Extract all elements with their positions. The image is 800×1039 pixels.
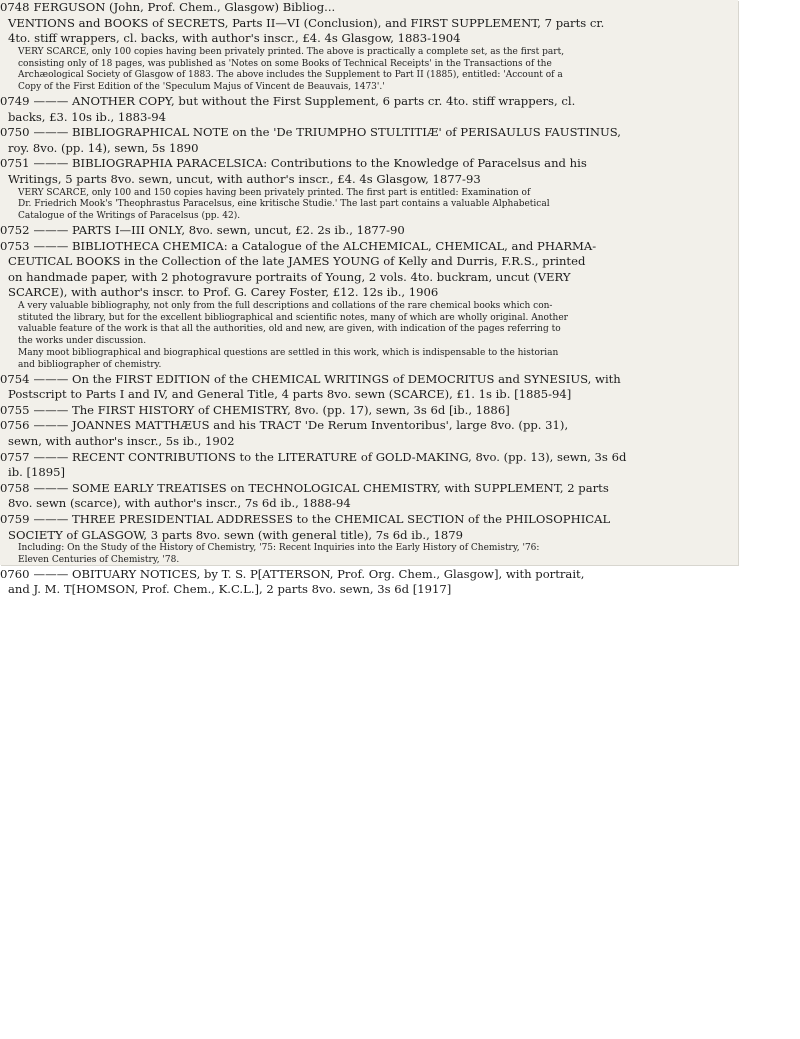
entry-note: VERY SCARCE, only 100 and 150 copies having been privately printed. The first part is entitled: Examination of: [18, 187, 531, 198]
catalogue-entry: [0, 93, 738, 125]
entry-first-row: [0, 93, 738, 110]
catalogue-entry: [0, 512, 738, 543]
entry-line: on handmade paper, with 2 photogravure portraits of Young, 2 vols. 4to. buckram, uncut (VERY: [8, 269, 571, 284]
catalogue-entry: [0, 222, 738, 239]
entry-note: Archæological Society of Glasgow of 1883. The above includes the Supplement to Part II (1885), entitled: 'Account of a: [18, 70, 563, 81]
entry-number: 0751: [0, 156, 30, 171]
entry-first-row: [0, 449, 738, 466]
entry-first-row: [0, 480, 738, 497]
catalogue-entry: [0, 449, 738, 481]
entry-first-row: [0, 402, 738, 419]
catalogue-entry: [0, 371, 738, 403]
entry-first-row: [0, 238, 738, 255]
entry-line: CEUTICAL BOOKS in the Collection of the late JAMES YOUNG of Kelly and Durris, F.R.S., printed: [8, 254, 586, 269]
entry-line: roy. 8vo. (pp. 14), sewn, 5s 1890: [8, 140, 199, 155]
entry-line: 4to. stiff wrappers, cl. backs, with author's inscr., £4. 4s Glasgow, 1883-1904: [8, 31, 461, 46]
entry-number: 0753: [0, 238, 30, 253]
entry-heading-line: ——— OBITUARY NOTICES, by T. S. P[ATTERSON, Prof. Org. Chem., Glasgow], with portrait,: [33, 566, 585, 581]
entry-heading-line: ——— The FIRST HISTORY of CHEMISTRY, 8vo. (pp. 17), sewn, 3s 6d [ib., 1886]: [33, 402, 510, 417]
entry-heading-line: ——— BIBLIOGRAPHIA PARACELSICA: Contributions to the Knowledge of Paracelsus and his: [33, 156, 587, 171]
entry-heading-line: ——— SOME EARLY TREATISES on TECHNOLOGICAL CHEMISTRY, with SUPPLEMENT, 2 parts: [33, 480, 609, 495]
entry-number: 0760: [0, 566, 30, 581]
entry-heading-line: ——— THREE PRESIDENTIAL ADDRESSES to the CHEMICAL SECTION of the PHILOSOPHICAL: [33, 512, 611, 527]
entry-first-row: [0, 222, 738, 239]
entry-note: Dr. Friedrich Mook's 'Theophrastus Paracelsus, eine kritische Studie.' The last part contains a valuable Alphabetical: [18, 199, 550, 210]
catalogue-entry: [0, 418, 738, 449]
entry-note: and bibliographer of chemistry.: [18, 359, 162, 370]
catalogue-entry: [0, 480, 738, 512]
entry-first-row: [0, 156, 738, 172]
entry-note: A very valuable bibliography, not only from the full descriptions and collations of the rare chemical books which con-: [18, 300, 553, 311]
entry-line: ib. [1895]: [8, 465, 66, 480]
catalogue-entry: [0, 125, 738, 156]
catalogue-entry: [0, 238, 738, 301]
entry-number: 0748: [0, 0, 30, 14]
entry-note: Including: On the Study of the History of Chemistry, '75: Recent Inquiries into the Early History of Chemistry, '76:: [18, 543, 540, 554]
entry-note: Catalogue of the Writings of Paracelsus (pp. 42).: [18, 211, 241, 222]
entry-line: VENTIONS and BOOKS of SECRETS, Parts II—VI (Conclusion), and FIRST SUPPLEMENT, 7 parts cr.: [8, 15, 605, 30]
entry-heading-line: ——— BIBLIOTHECA CHEMICA: a Catalogue of the ALCHEMICAL, CHEMICAL, and PHARMA-: [33, 238, 597, 253]
entry-heading-line: ——— JOANNES MATTHÆUS and his TRACT 'De Rerum Inventoribus', large 8vo. (pp. 31),: [33, 418, 569, 433]
entry-heading-line: ——— RECENT CONTRIBUTIONS to the LITERATURE of GOLD-MAKING, 8vo. (pp. 13), sewn, 3s 6d: [33, 449, 627, 464]
entry-first-row: [0, 566, 738, 583]
entry-note: Eleven Centuries of Chemistry, '78.: [18, 555, 180, 565]
entry-first-row: [0, 0, 738, 16]
entry-number: 0749: [0, 93, 30, 108]
entry-first-row: [0, 512, 738, 528]
entry-number: 0758: [0, 480, 30, 495]
entry-number: 0752: [0, 222, 30, 237]
entry-note: consisting only of 18 pages, was published as 'Notes on some Books of Technical Receipts' in the Transactions of the: [18, 58, 552, 69]
entry-first-row: [0, 125, 738, 141]
entry-heading-line: FERGUSON (John, Prof. Chem., Glasgow) Bibliog...: [33, 0, 336, 14]
entry-line: SOCIETY of GLASGOW, 3 parts 8vo. sewn (with general title), 7s 6d ib., 1879: [8, 527, 463, 542]
catalogue-entry: [0, 0, 738, 47]
entry-number: 0757: [0, 449, 30, 464]
entry-number: 0750: [0, 125, 30, 140]
entry-note: valuable feature of the work is that all the authorities, old and new, are given, with indication of the pages referring to: [18, 324, 561, 335]
entry-heading-line: ——— BIBLIOGRAPHICAL NOTE on the 'De TRIUMPHO STULTITIÆ' of PERISAULUS FAUSTINUS,: [33, 125, 621, 140]
entry-heading-line: ——— PARTS I—III ONLY, 8vo. sewn, uncut, £2. 2s ib., 1877-90: [33, 222, 405, 237]
catalogue-entry: [0, 402, 738, 419]
catalogue-entry: [0, 566, 738, 598]
entry-number: 0756: [0, 418, 30, 433]
entry-heading-line: ——— On the FIRST EDITION of the CHEMICAL WRITINGS of DEMOCRITUS and SYNESIUS, with: [33, 371, 621, 386]
entry-line: SCARCE), with author's inscr. to Prof. G. Carey Foster, £12. 12s ib., 1906: [8, 285, 439, 300]
catalogue-entry: [0, 156, 738, 187]
entry-line: Postscript to Parts I and IV, and General Title, 4 parts 8vo. sewn (SCARCE), £1. 1s ib. [1885-94]: [8, 387, 572, 402]
entry-note: the works under discussion.: [18, 336, 147, 347]
entry-note: Copy of the First Edition of the 'Speculum Majus of Vincent de Beauvais, 1473'.': [18, 82, 385, 93]
entry-first-row: [0, 371, 738, 388]
entry-number: 0754: [0, 371, 30, 386]
entry-line: Writings, 5 parts 8vo. sewn, uncut, with author's inscr., £4. 4s Glasgow, 1877-93: [8, 171, 481, 186]
entry-first-row: [0, 418, 738, 434]
entry-note: VERY SCARCE, only 100 copies having been privately printed. The above is practically a complete set, as the first part,: [18, 46, 565, 57]
entry-line: and J. M. T[HOMSON, Prof. Chem., K.C.L.], 2 parts 8vo. sewn, 3s 6d [1917]: [8, 582, 452, 597]
entry-number: 0755: [0, 402, 30, 417]
entry-line: 8vo. sewn (scarce), with author's inscr., 7s 6d ib., 1888-94: [8, 496, 351, 511]
entry-line: sewn, with author's inscr., 5s ib., 1902: [8, 434, 235, 449]
entry-heading-line: ——— ANOTHER COPY, but without the First Supplement, 6 parts cr. 4to. stiff wrappers, cl.: [33, 93, 576, 108]
entry-number: 0759: [0, 512, 30, 527]
entry-note: Many moot bibliographical and biographical questions are settled in this work, which is indispensable to the historian: [18, 348, 559, 359]
entry-note: stituted the library, but for the excellent bibliographical and scientific notes, many of which are wholly original. Another: [18, 312, 568, 323]
entry-line: backs, £3. 10s ib., 1883-94: [8, 109, 167, 124]
